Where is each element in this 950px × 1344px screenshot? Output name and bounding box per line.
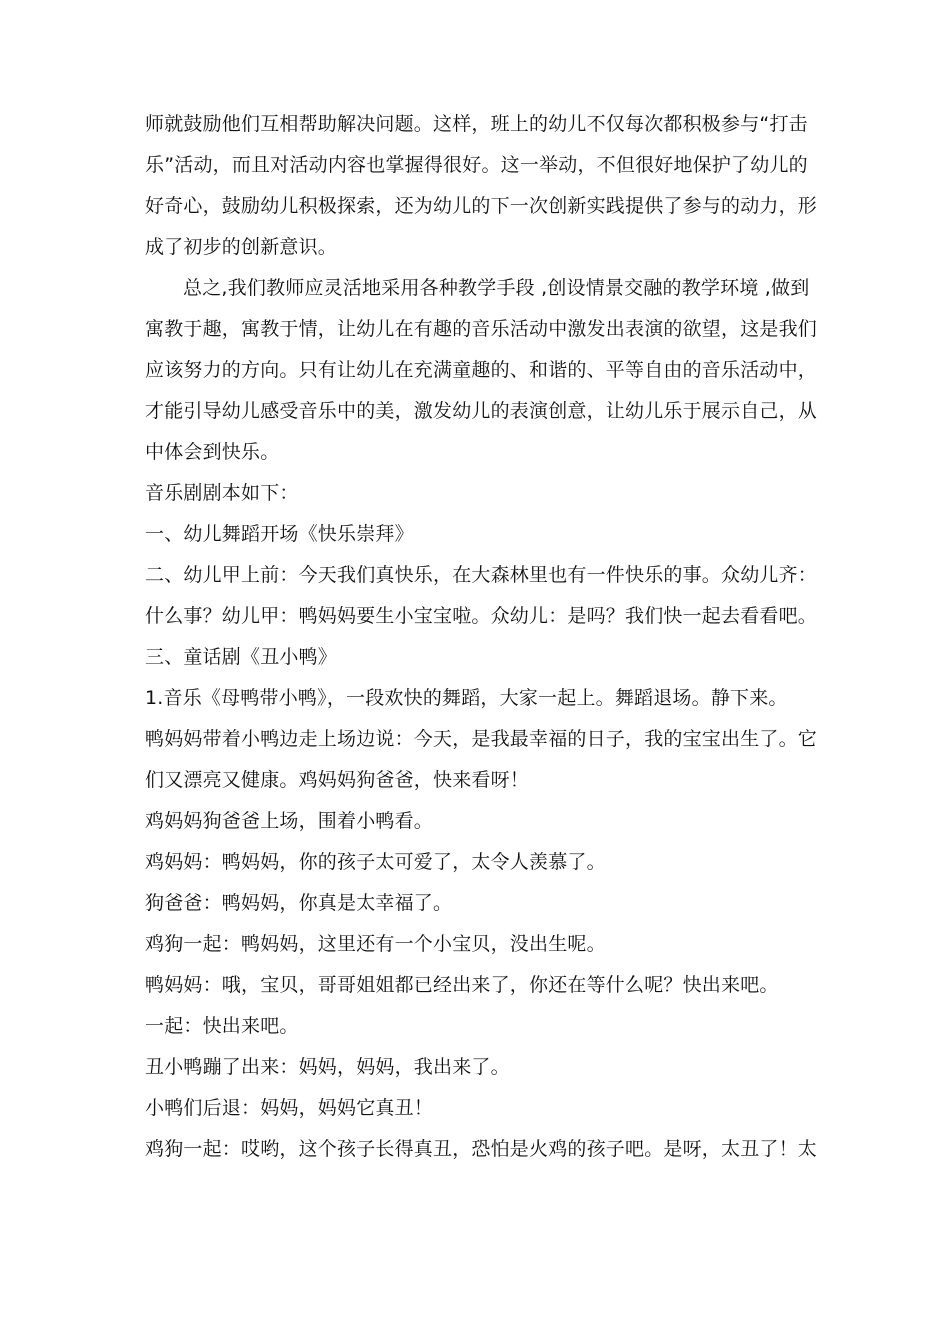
script-line-3: 们又漂亮又健康。鸡妈妈狗爸爸，快来看呀！ (145, 769, 530, 791)
text-line-3: 好奇心，鼓励幼儿积极探索，还为幼儿的下一次创新实践提供了参与的动力，形 (145, 195, 818, 217)
text-line-6: 寓教于趣，寓教于情，让幼儿在有趣的音乐活动中激发出表演的欲望，这是我们 (145, 318, 818, 340)
text-line-1: 师就鼓励他们互相帮助解决问题。这样，班上的幼儿不仅每次都积极参与“打击 (145, 113, 808, 135)
text-line-4: 成了初步的创新意识。 (145, 236, 338, 258)
section-two-line-2: 什么事？幼儿甲：鸭妈妈要生小宝宝啦。众幼儿：是吗？我们快一起去看看吧。 (145, 605, 818, 627)
text-line-7: 应该努力的方向。只有让幼儿在充满童趣的、和谐的、平等自由的音乐活动中， (145, 359, 818, 381)
script-line-9: 一起：快出来吧。 (145, 1015, 299, 1037)
script-line-8: 鸭妈妈：哦，宝贝，哥哥姐姐都已经出来了，你还在等什么呢？快出来吧。 (145, 974, 779, 996)
text-line-9: 中体会到快乐。 (145, 441, 280, 463)
script-line-11: 小鸭们后退：妈妈，妈妈它真丑！ (145, 1097, 434, 1119)
text-line-8: 才能引导幼儿感受音乐中的美，激发幼儿的表演创意，让幼儿乐于展示自己，从 (145, 400, 818, 422)
script-line-12: 鸡狗一起：哎哟，这个孩子长得真丑，恐怕是火鸡的孩子吧。是呀，太丑了！太 (145, 1138, 818, 1160)
section-two-line-1: 二、幼儿甲上前：今天我们真快乐，在大森林里也有一件快乐的事。众幼儿齐： (145, 564, 818, 586)
script-line-10: 丑小鸭蹦了出来：妈妈，妈妈，我出来了。 (145, 1056, 510, 1078)
section-one-heading: 一、幼儿舞蹈开场《快乐崇拜》 (145, 523, 414, 545)
script-line-6: 狗爸爸：鸭妈妈，你真是太幸福了。 (145, 892, 453, 914)
script-heading: 音乐剧剧本如下： (145, 482, 299, 504)
script-line-5: 鸡妈妈：鸭妈妈，你的孩子太可爱了，太令人羡慕了。 (145, 851, 606, 873)
section-three-heading: 三、童话剧《丑小鸭》 (145, 646, 338, 668)
script-line-4: 鸡妈妈狗爸爸上场，围着小鸭看。 (145, 810, 434, 832)
text-line-5: 总之,我们教师应灵活地采用各种教学手段 ,创设情景交融的教学环境 ,做到 (183, 277, 810, 299)
script-line-7: 鸡狗一起：鸭妈妈，这里还有一个小宝贝，没出生呢。 (145, 933, 606, 955)
text-line-2: 乐”活动，而且对活动内容也掌握得很好。这一举动，不但很好地保护了幼儿的 (145, 154, 808, 176)
script-line-2: 鸭妈妈带着小鸭边走上场边说：今天，是我最幸福的日子，我的宝宝出生了。它 (145, 728, 818, 750)
script-line-1: 1.音乐《母鸭带小鸭》，一段欢快的舞蹈，大家一起上。舞蹈退场。静下来。 (145, 687, 788, 709)
